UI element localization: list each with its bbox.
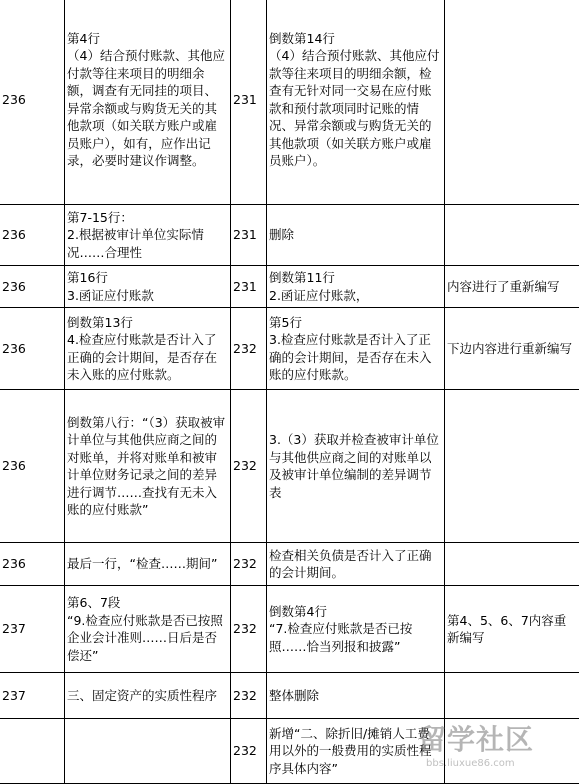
original-text-cell	[65, 308, 231, 390]
revised-text-line: 3.检查应付账款是否计入了正确的会计期间，是否存在未入账的应付账款。	[269, 331, 442, 384]
revised-text-cell	[267, 205, 445, 266]
revised-page-cell: 232	[231, 673, 267, 719]
original-page-cell: 236	[0, 0, 65, 205]
table-row	[0, 586, 579, 673]
original-page-cell: 237	[0, 586, 65, 673]
revised-text-line: （4）结合预付账款、其他应付款等往来项目的明细余额，检查有无针对同一交易在应付账款和预付款项同时记账的情况、异常余额或与购货无关的其他款项（如关联方账户或雇员账户）。	[269, 47, 442, 170]
revised-text-cell	[267, 0, 445, 205]
revised-text-line: “7.检查应付账款是否已按照……恰当列报和披露”	[269, 620, 442, 655]
revised-text-cell	[267, 390, 445, 543]
original-page-cell	[0, 719, 65, 784]
original-page-cell: 236	[0, 308, 65, 390]
note-cell: 第4、5、6、7内容重新编写	[445, 586, 579, 673]
note-cell	[445, 543, 579, 586]
original-text-line: 最后一行，“检查……期间”	[67, 555, 228, 573]
revised-text-cell	[267, 266, 445, 308]
revised-text-cell	[267, 308, 445, 390]
revised-page-cell: 231	[231, 205, 267, 266]
revised-text-line: 倒数第14行	[269, 30, 442, 48]
original-text-cell	[65, 586, 231, 673]
original-text-line: 4.检查应付账款是否计入了正确的会计期间，是否存在未入账的应付账款。	[67, 331, 228, 384]
table-row	[0, 543, 579, 586]
revised-text-line: 整体删除	[269, 687, 442, 705]
original-page-cell: 236	[0, 266, 65, 308]
revised-page-cell: 232	[231, 586, 267, 673]
watermark-logo-text: 留学社区	[418, 718, 534, 758]
note-cell	[445, 719, 579, 784]
table-row	[0, 0, 579, 205]
revised-text-line: 检查相关负债是否计入了正确的会计期间。	[269, 547, 442, 582]
original-text-line: 第6、7段	[67, 594, 228, 612]
revised-page-cell: 232	[231, 719, 267, 784]
original-text-line: 三、固定资产的实质性程序	[67, 687, 228, 705]
revised-text-cell	[267, 543, 445, 586]
note-cell: 下边内容进行重新编写	[445, 308, 579, 390]
table-row	[0, 205, 579, 266]
original-text-cell	[65, 390, 231, 543]
original-text-line: 3.函证应付账款	[67, 287, 228, 305]
table-row	[0, 719, 579, 784]
original-page-cell: 237	[0, 673, 65, 719]
revised-text-cell	[267, 719, 445, 784]
revised-page-cell: 231	[231, 266, 267, 308]
revised-page-cell: 232	[231, 308, 267, 390]
original-text-line: “9.检查应付账款是否已按照企业会计准则……日后是否偿还”	[67, 612, 228, 665]
note-cell	[445, 390, 579, 543]
original-text-line: 第7-15行：	[67, 209, 228, 227]
original-text-line: 2.根据被审计单位实际情况……合理性	[67, 226, 228, 261]
watermark-url: bbs.liuxue86.com	[426, 758, 515, 769]
table-row	[0, 308, 579, 390]
original-text-cell	[65, 543, 231, 586]
original-page-cell: 236	[0, 205, 65, 266]
revised-page-cell: 231	[231, 0, 267, 205]
note-cell: 内容进行了重新编写	[445, 266, 579, 308]
original-page-cell: 236	[0, 390, 65, 543]
revised-page-cell: 232	[231, 543, 267, 586]
original-text-line: 第4行	[67, 30, 228, 48]
table-row	[0, 673, 579, 719]
table-row	[0, 390, 579, 543]
note-cell	[445, 673, 579, 719]
original-text-line: 第16行	[67, 269, 228, 287]
revised-text-cell	[267, 673, 445, 719]
original-page-cell: 236	[0, 543, 65, 586]
original-text-cell	[65, 719, 231, 784]
original-text-line: （4）结合预付账款、其他应付款等往来项目的明细余额，调查有无同挂的项目、异常余额或与购货无关的其他款项（如关联方账户或雇员账户），如有，应作出记录，必要时建议作调整。	[67, 47, 228, 170]
revised-text-line: 2.函证应付账款，	[269, 287, 442, 305]
revised-text-line: 删除	[269, 226, 442, 244]
revised-text-cell	[267, 586, 445, 673]
table-row	[0, 266, 579, 308]
revised-text-line: 3.（3）获取并检查被审计单位与其他供应商之间的对账单以及被审计单位编制的差异调节表	[269, 431, 442, 501]
note-cell	[445, 205, 579, 266]
original-text-line: 倒数第八行：“（3）获取被审计单位与其他供应商之间的对账单，并将对账单和被审计单位财务记录之间的差异进行调节……查找有无未入账的应付账款”	[67, 414, 228, 519]
revised-text-line: 倒数第4行	[269, 603, 442, 621]
original-text-cell	[65, 266, 231, 308]
revised-page-cell: 232	[231, 390, 267, 543]
original-text-line: 倒数第13行	[67, 314, 228, 332]
revised-text-line: 倒数第11行	[269, 269, 442, 287]
original-text-cell	[65, 673, 231, 719]
revised-text-line: 第5行	[269, 314, 442, 332]
original-text-cell	[65, 0, 231, 205]
revised-text-line: 新增“二、除折旧/摊销人工费用以外的一般费用的实质性程序具体内容”	[269, 725, 442, 778]
note-cell	[445, 0, 579, 205]
original-text-cell	[65, 205, 231, 266]
